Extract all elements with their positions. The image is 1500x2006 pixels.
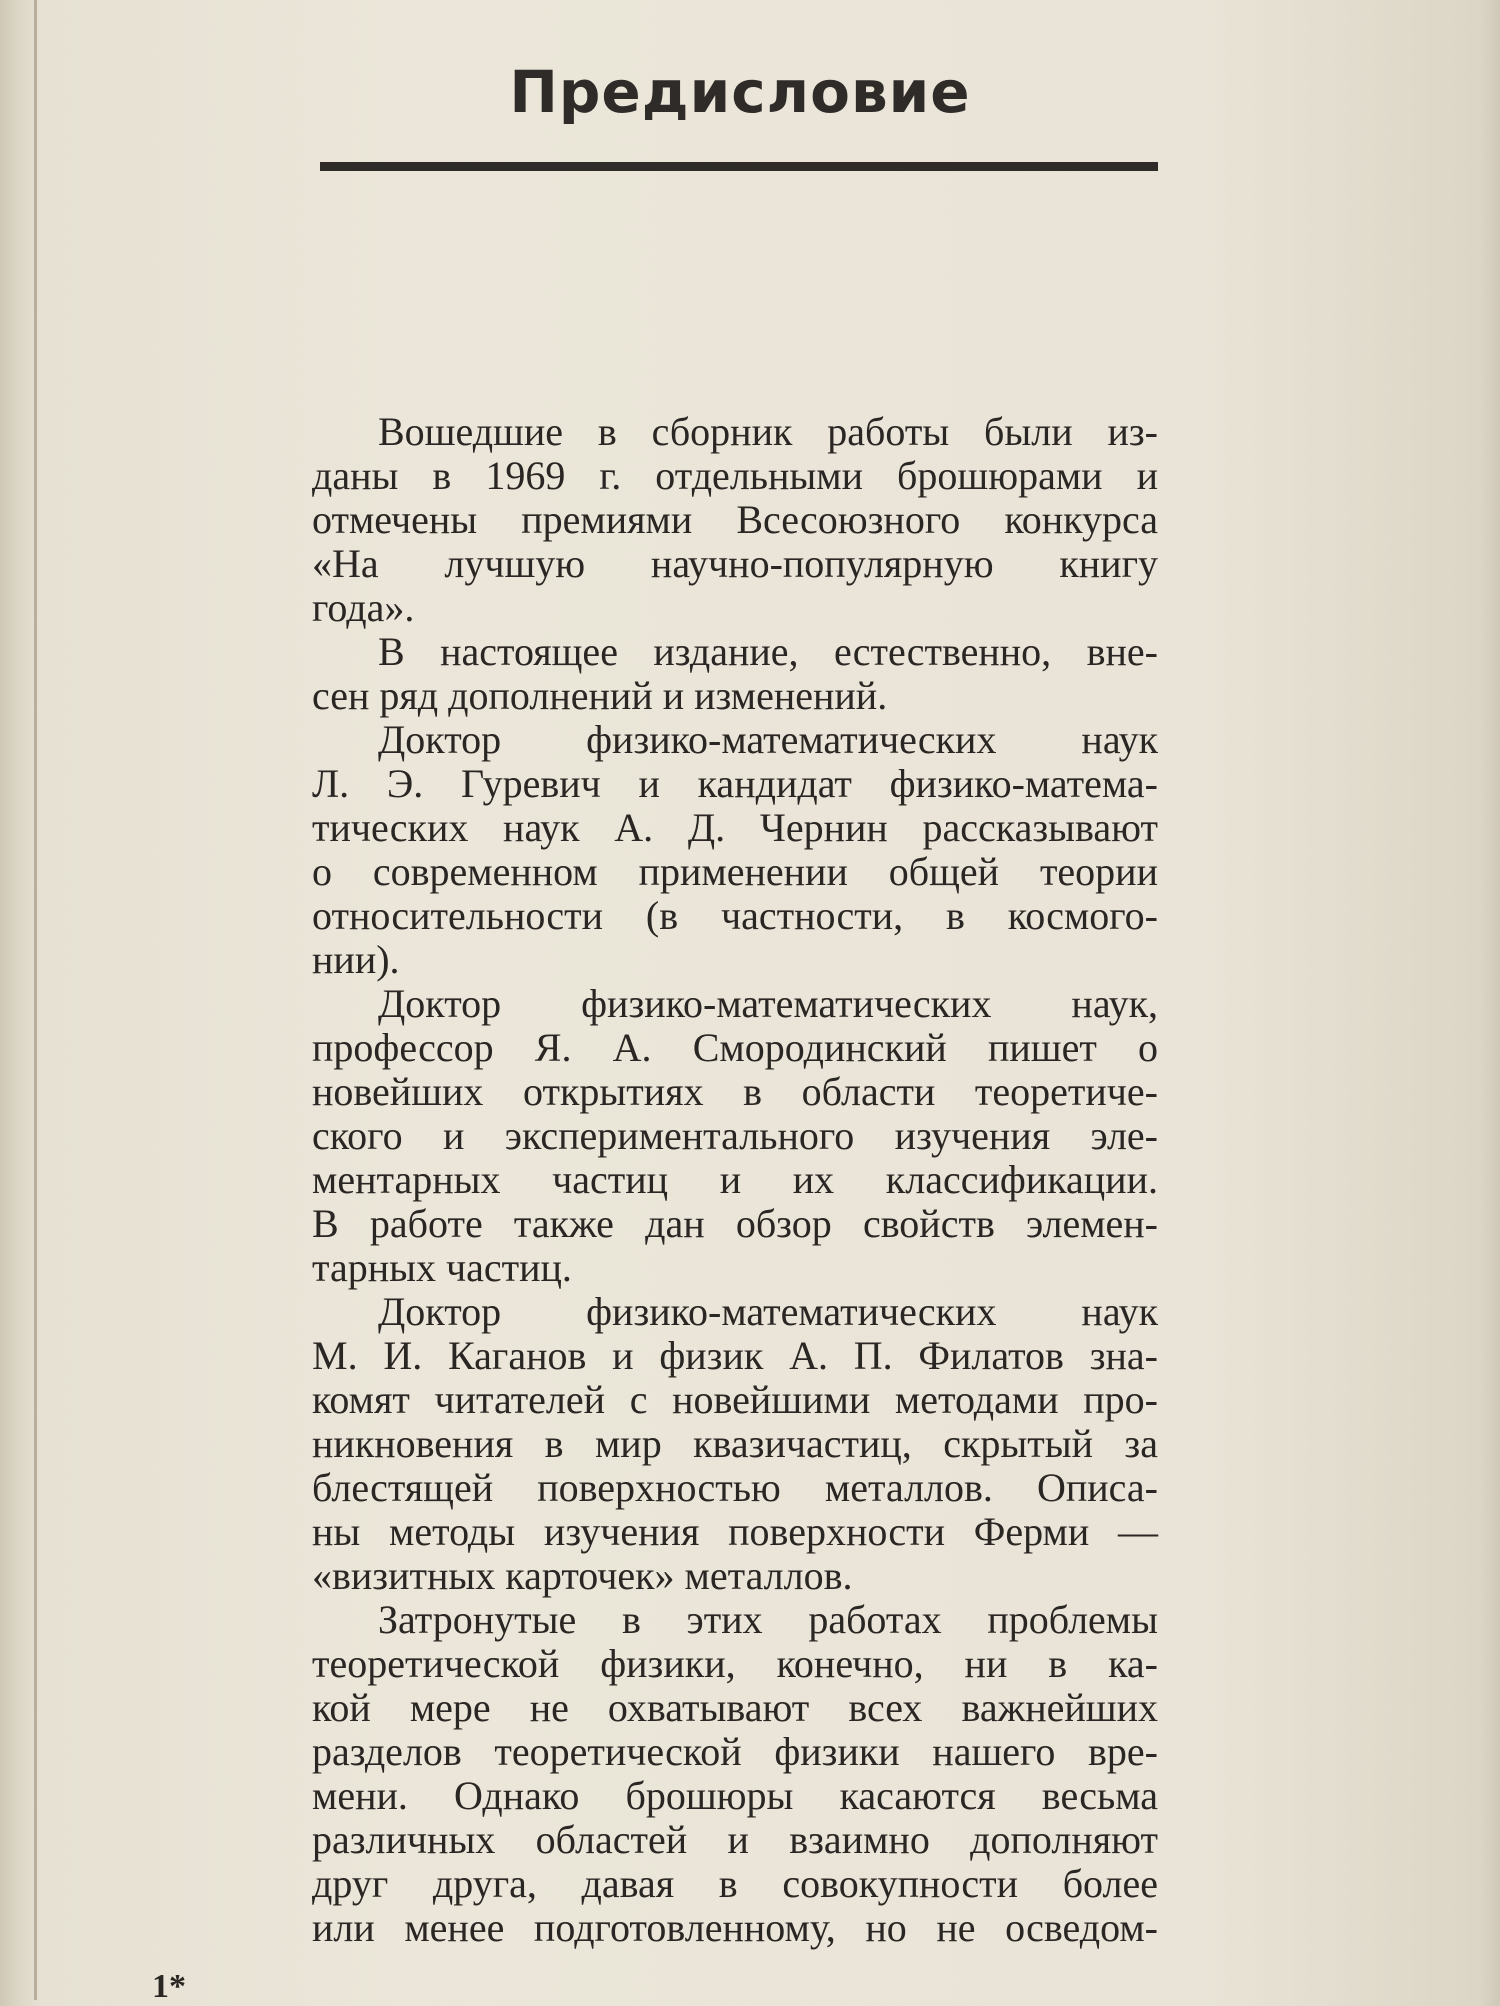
page-number: 1*	[152, 1968, 186, 2005]
text-line: Доктор физико-математических наук,	[378, 981, 1158, 1026]
text-line: года».	[312, 585, 415, 630]
text-line: тических наук А. Д. Чернин рассказывают	[312, 805, 1158, 850]
text-line: друг друга, давая в совокупности более	[312, 1861, 1158, 1906]
text-line: отмечены премиями Всесоюзного конкурса	[312, 497, 1158, 542]
text-line: Вошедшие в сборник работы были из-	[378, 409, 1158, 454]
text-line: о современном применении общей теории	[312, 849, 1158, 894]
text-line: нии).	[312, 937, 400, 982]
text-line: В настоящее издание, естественно, вне-	[378, 629, 1158, 674]
text-line: Доктор физико-математических наук	[378, 1289, 1158, 1334]
text-line: Доктор физико-математических наук	[378, 717, 1158, 762]
text-line: теоретической физики, конечно, ни в ка-	[312, 1641, 1158, 1686]
page-title: Предисловие	[509, 58, 971, 126]
text-line: комят читателей с новейшими методами про-	[312, 1377, 1158, 1422]
text-line: ны методы изучения поверхности Ферми —	[312, 1509, 1158, 1554]
text-line: ментарных частиц и их классификации.	[312, 1157, 1158, 1202]
text-line: ского и экспериментального изучения эле-	[312, 1113, 1158, 1158]
text-line: мени. Однако брошюры касаются весьма	[312, 1773, 1158, 1818]
text-line: кой мере не охватывают всех важнейших	[312, 1685, 1158, 1730]
preface-text	[312, 410, 1158, 1950]
book-spine-edge	[34, 0, 37, 2000]
text-line: Л. Э. Гуревич и кандидат физико-матема-	[312, 761, 1158, 806]
text-line: новейших открытиях в области теоретиче-	[312, 1069, 1158, 1114]
text-line: никновения в мир квазичастиц, скрытый за	[312, 1421, 1158, 1466]
text-line: «На лучшую научно-популярную книгу	[312, 541, 1158, 586]
text-line: профессор Я. А. Смородинский пишет о	[312, 1025, 1158, 1070]
text-line: В работе также дан обзор свойств элемен-	[312, 1201, 1158, 1246]
title-rule-divider	[320, 162, 1158, 171]
text-line: Затронутые в этих работах проблемы	[378, 1597, 1158, 1642]
text-line: или менее подготовленному, но не осведом-	[312, 1905, 1158, 1950]
text-line: даны в 1969 г. отдельными брошюрами и	[312, 453, 1158, 498]
text-line: тарных частиц.	[312, 1245, 572, 1290]
text-line: различных областей и взаимно дополняют	[312, 1817, 1158, 1862]
text-line: разделов теоретической физики нашего вре-	[312, 1729, 1158, 1774]
text-line: блестящей поверхностью металлов. Описа-	[312, 1465, 1158, 1510]
text-line: сен ряд дополнений и изменений.	[312, 673, 888, 718]
text-line: М. И. Каганов и физик А. П. Филатов зна-	[312, 1333, 1158, 1378]
text-line: относительности (в частности, в космого-	[312, 893, 1158, 938]
text-line: «визитных карточек» металлов.	[312, 1553, 853, 1598]
